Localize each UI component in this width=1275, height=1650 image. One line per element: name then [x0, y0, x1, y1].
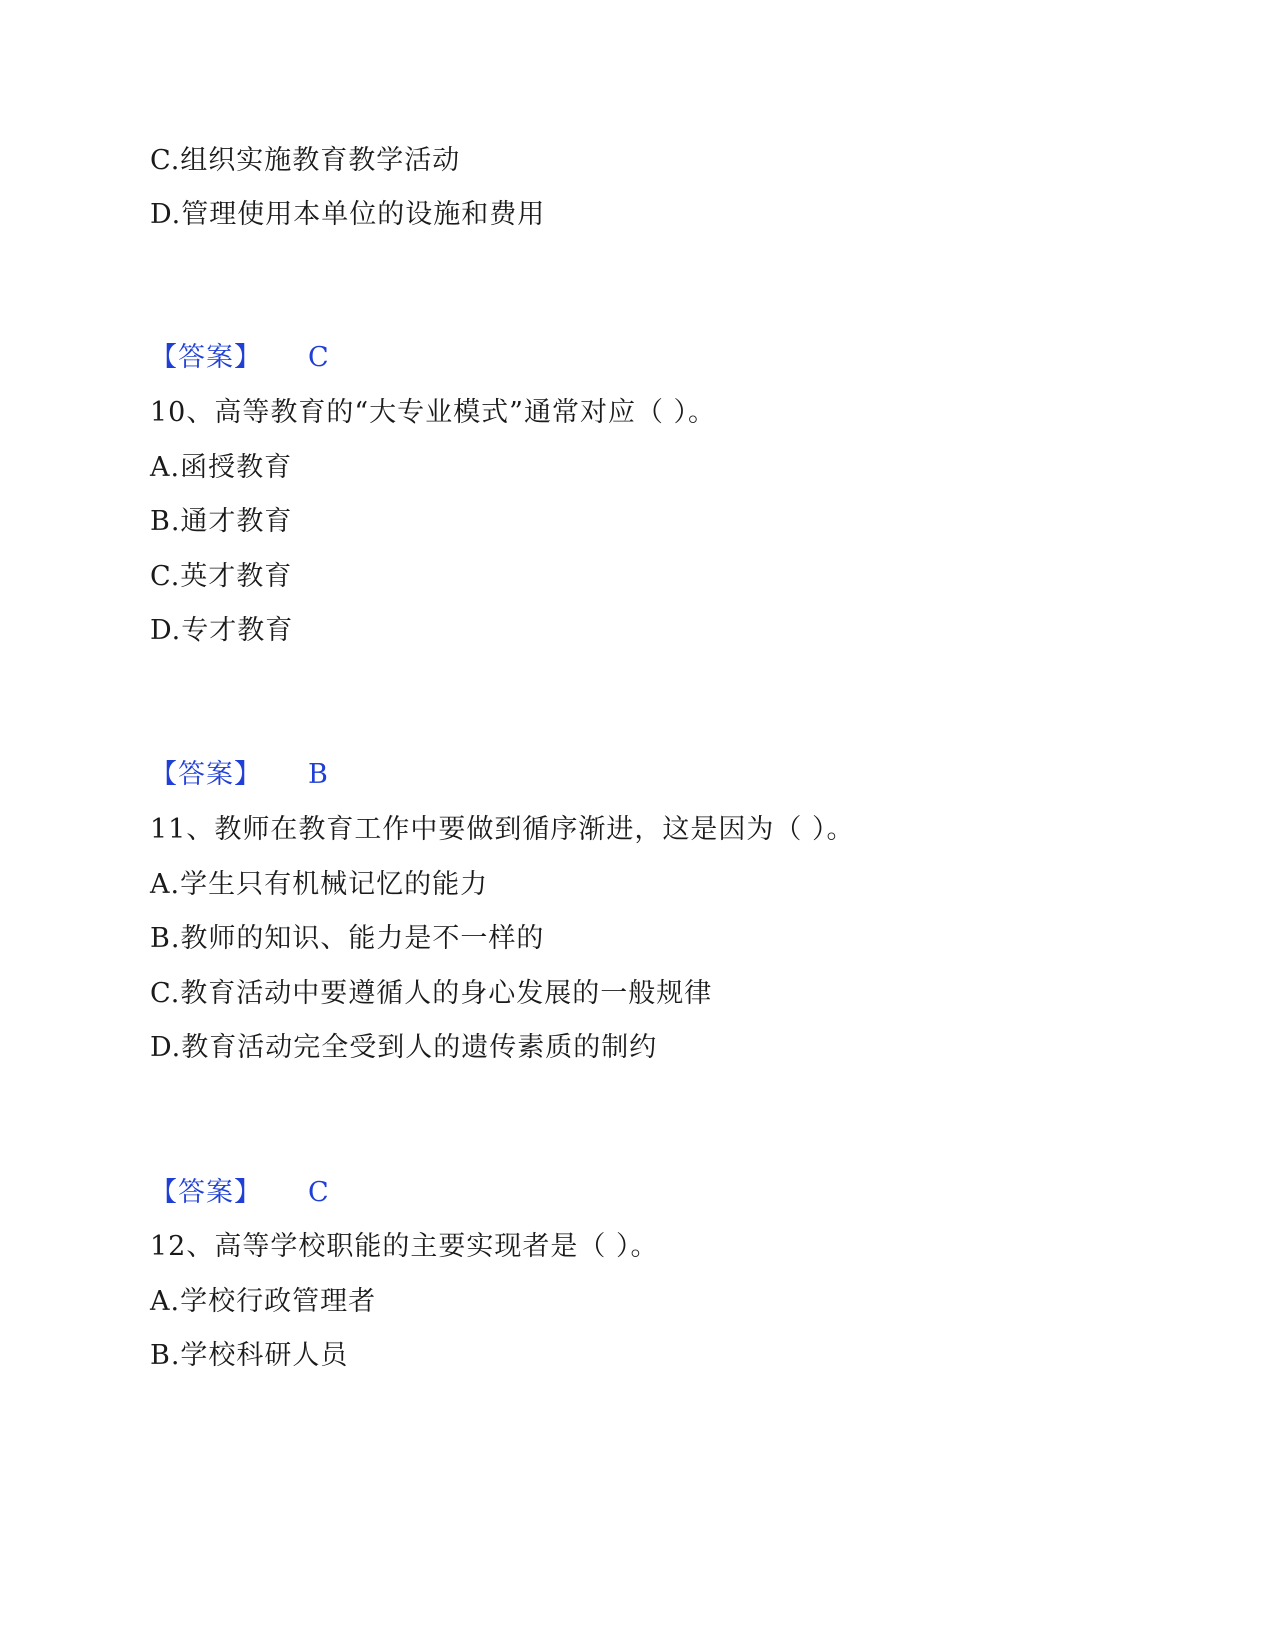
- option-c: C.组织实施教育教学活动: [150, 145, 461, 176]
- question-11-answer-row: [150, 1175, 329, 1211]
- answer-label: 【答案】: [150, 759, 262, 790]
- question-10-option-d: D.专才教育: [150, 615, 294, 646]
- question-10-option-a: A.函授教育: [150, 452, 293, 483]
- question-11-option-a: A.学生只有机械记忆的能力: [150, 869, 489, 900]
- option-d: D.管理使用本单位的设施和费用: [150, 199, 546, 230]
- answer-label: 【答案】: [150, 1177, 262, 1208]
- answer-label: 【答案】: [150, 342, 262, 373]
- question-10-option-c: C.英才教育: [150, 561, 293, 592]
- question-10-option-b: B.通才教育: [150, 506, 293, 537]
- question-12-option-a: A.学校行政管理者: [150, 1286, 377, 1317]
- answer-value: C: [308, 342, 329, 373]
- question-12-option-b: B.学校科研人员: [150, 1340, 349, 1371]
- answer-value: B: [308, 759, 328, 790]
- answer-row: [150, 340, 329, 376]
- question-11-option-b: B.教师的知识、能力是不一样的: [150, 923, 545, 954]
- question-12-text: 12、高等学校职能的主要实现者是（ ）。: [150, 1231, 659, 1262]
- question-10-answer-row: [150, 757, 328, 793]
- question-11-text: 11、教师在教育工作中要做到循序渐进，这是因为（ ）。: [150, 814, 855, 845]
- question-11-option-d: D.教育活动完全受到人的遗传素质的制约: [150, 1032, 658, 1063]
- answer-value: C: [308, 1177, 329, 1208]
- question-10-text: 10、高等教育的“大专业模式”通常对应（ ）。: [150, 397, 717, 428]
- question-11-option-c: C.教育活动中要遵循人的身心发展的一般规律: [150, 978, 713, 1009]
